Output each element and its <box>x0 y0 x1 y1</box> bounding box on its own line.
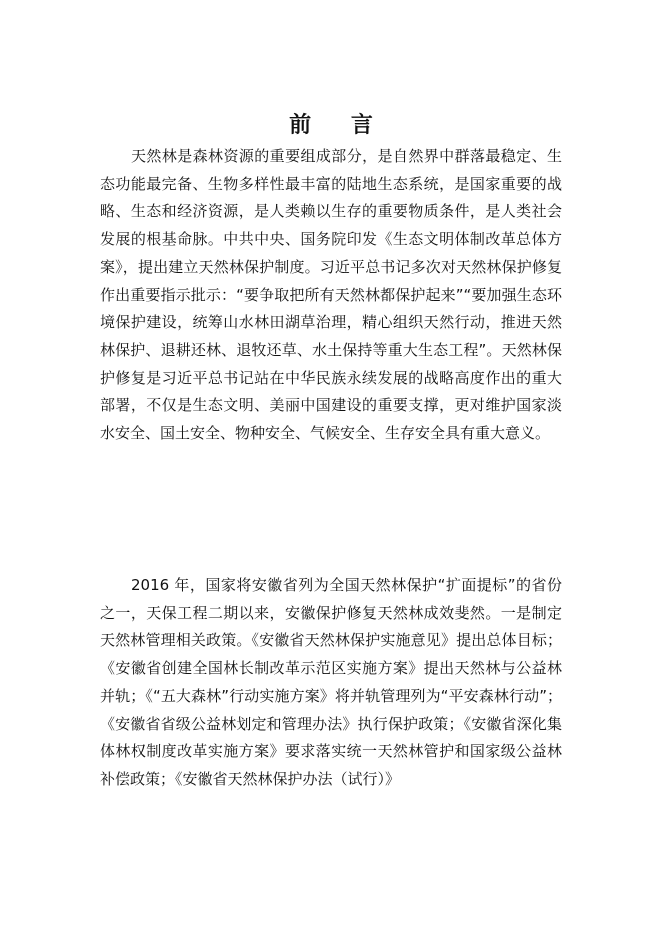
paragraph-2: 2016 年，国家将安徽省列为全国天然林保护“扩面提标”的省份之一，天保工程二期以来，安徽保护修复天然林成效斐然。一是制定天然林管理相关政策。《安徽省天然林保护实施意见》提出总体目标；《安徽省创建全国林长制改革示范区实施方案》提出天然林与公益林并轨；《“五大森林”行动实施方案》将并轨管理列为“平安森林行动”；《安徽省省级公益林划定和管理办法》执行保护政策；《安徽省深化集体林权制度改革实施方案》要求落实统一天然林管护和国家级公益林补偿政策；《安徽省天然林保护办法（试行）》 <box>100 576 562 788</box>
page-title: 前 言 <box>289 112 389 138</box>
paragraph-1: 天然林是森林资源的重要组成部分，是自然界中群落最稳定、生态功能最完备、生物多样性最丰富的陆地生态系统，是国家重要的战略、生态和经济资源，是人类赖以生存的重要物质条件，是人类社会发展的根基命脉。中共中央、国务院印发《生态文明体制改革总体方案》，提出建立天然林保护制度。习近平总书记多次对天然林保护修复作出重要指示批示：“要争取把所有天然林都保护起来”“要加强生态环境保护建设，统筹山水林田湖草治理，精心组织天然行动，推进天然林保护、退耕还林、退牧还草、水土保持等重大生态工程”。天然林保护修复是习近平总书记站在中华民族永续发展的战略高度作出的重大部署，不仅是生态文明、美丽中国建设的重要支撑，更对维护国家淡水安全、国土安全、物种安全、气候安全、生存安全具有重大意义。 <box>100 147 562 443</box>
